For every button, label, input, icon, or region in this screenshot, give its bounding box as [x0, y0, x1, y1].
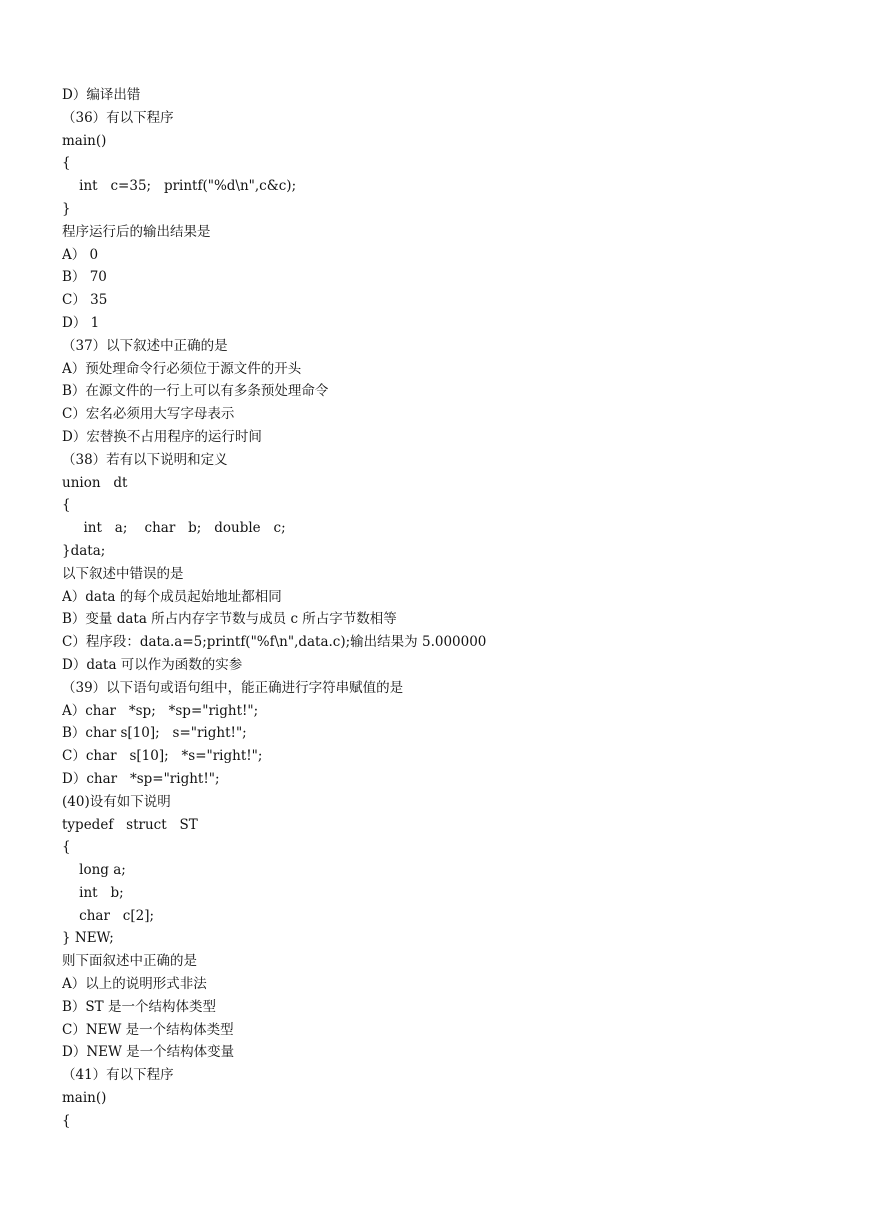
answer-option: D）NEW 是一个结构体变量: [62, 1044, 235, 1061]
code-line: int a; char b; double c;: [62, 520, 286, 537]
code-line: } NEW;: [62, 930, 114, 947]
question-heading: （41）有以下程序: [62, 1067, 174, 1084]
answer-option: C） 35: [62, 292, 108, 309]
answer-option: C）char s[10]; *s="right!";: [62, 748, 263, 765]
answer-option: B）变量 data 所占内存字节数与成员 c 所占字节数相等: [62, 611, 397, 628]
question-prompt: 以下叙述中错误的是: [62, 565, 184, 582]
answer-option: B）ST 是一个结构体类型: [62, 998, 216, 1015]
answer-option: B） 70: [62, 269, 107, 286]
question-heading: （36）有以下程序: [62, 109, 174, 126]
code-line: typedef struct ST: [62, 816, 198, 833]
code-line: union dt: [62, 474, 128, 491]
text-line: D）编译出错: [62, 87, 141, 103]
question-prompt: 程序运行后的输出结果是: [62, 223, 211, 240]
answer-option: C）程序段：data.a=5;printf("%f\n",data.c);输出结果为 5.000000: [62, 634, 487, 651]
question-heading: （38）若有以下说明和定义: [62, 451, 228, 468]
answer-option: B）在源文件的一行上可以有多条预处理命令: [62, 383, 329, 400]
code-line: main(): [62, 1090, 107, 1107]
question-heading: （37）以下叙述中正确的是: [62, 337, 228, 354]
code-line: {: [62, 839, 71, 856]
code-line: {: [62, 155, 71, 172]
answer-option: A）以上的说明形式非法: [62, 976, 207, 993]
code-line: {: [62, 1112, 71, 1129]
code-line: int b;: [62, 884, 124, 901]
answer-option: D）char *sp="right!";: [62, 770, 220, 787]
code-line: {: [62, 497, 71, 514]
answer-option: A） 0: [62, 246, 99, 263]
question-prompt: 则下面叙述中正确的是: [62, 953, 197, 970]
code-line: }: [62, 200, 71, 217]
code-line: long a;: [62, 862, 126, 879]
answer-option: A）data 的每个成员起始地址都相同: [62, 588, 282, 605]
question-heading: （39）以下语句或语句组中，能正确进行字符串赋值的是: [62, 679, 404, 696]
answer-option: C）NEW 是一个结构体类型: [62, 1021, 234, 1038]
answer-option: C）宏名必须用大写字母表示: [62, 406, 235, 423]
code-line: int c=35; printf("%d\n",c&c);: [62, 178, 297, 195]
answer-option: B）char s[10]; s="right!";: [62, 725, 247, 742]
code-line: }data;: [62, 542, 106, 559]
code-line: char c[2];: [62, 907, 155, 924]
answer-option: A）预处理命令行必须位于源文件的开头: [62, 360, 302, 377]
answer-option: D）宏替换不占用程序的运行时间: [62, 428, 262, 445]
document-body: [62, 84, 852, 1133]
code-line: main(): [62, 132, 107, 149]
question-heading: (40)设有如下说明: [62, 793, 171, 810]
answer-option: D）data 可以作为函数的实参: [62, 656, 243, 673]
answer-option: D） 1: [62, 314, 100, 331]
answer-option: A）char *sp; *sp="right!";: [62, 702, 259, 719]
